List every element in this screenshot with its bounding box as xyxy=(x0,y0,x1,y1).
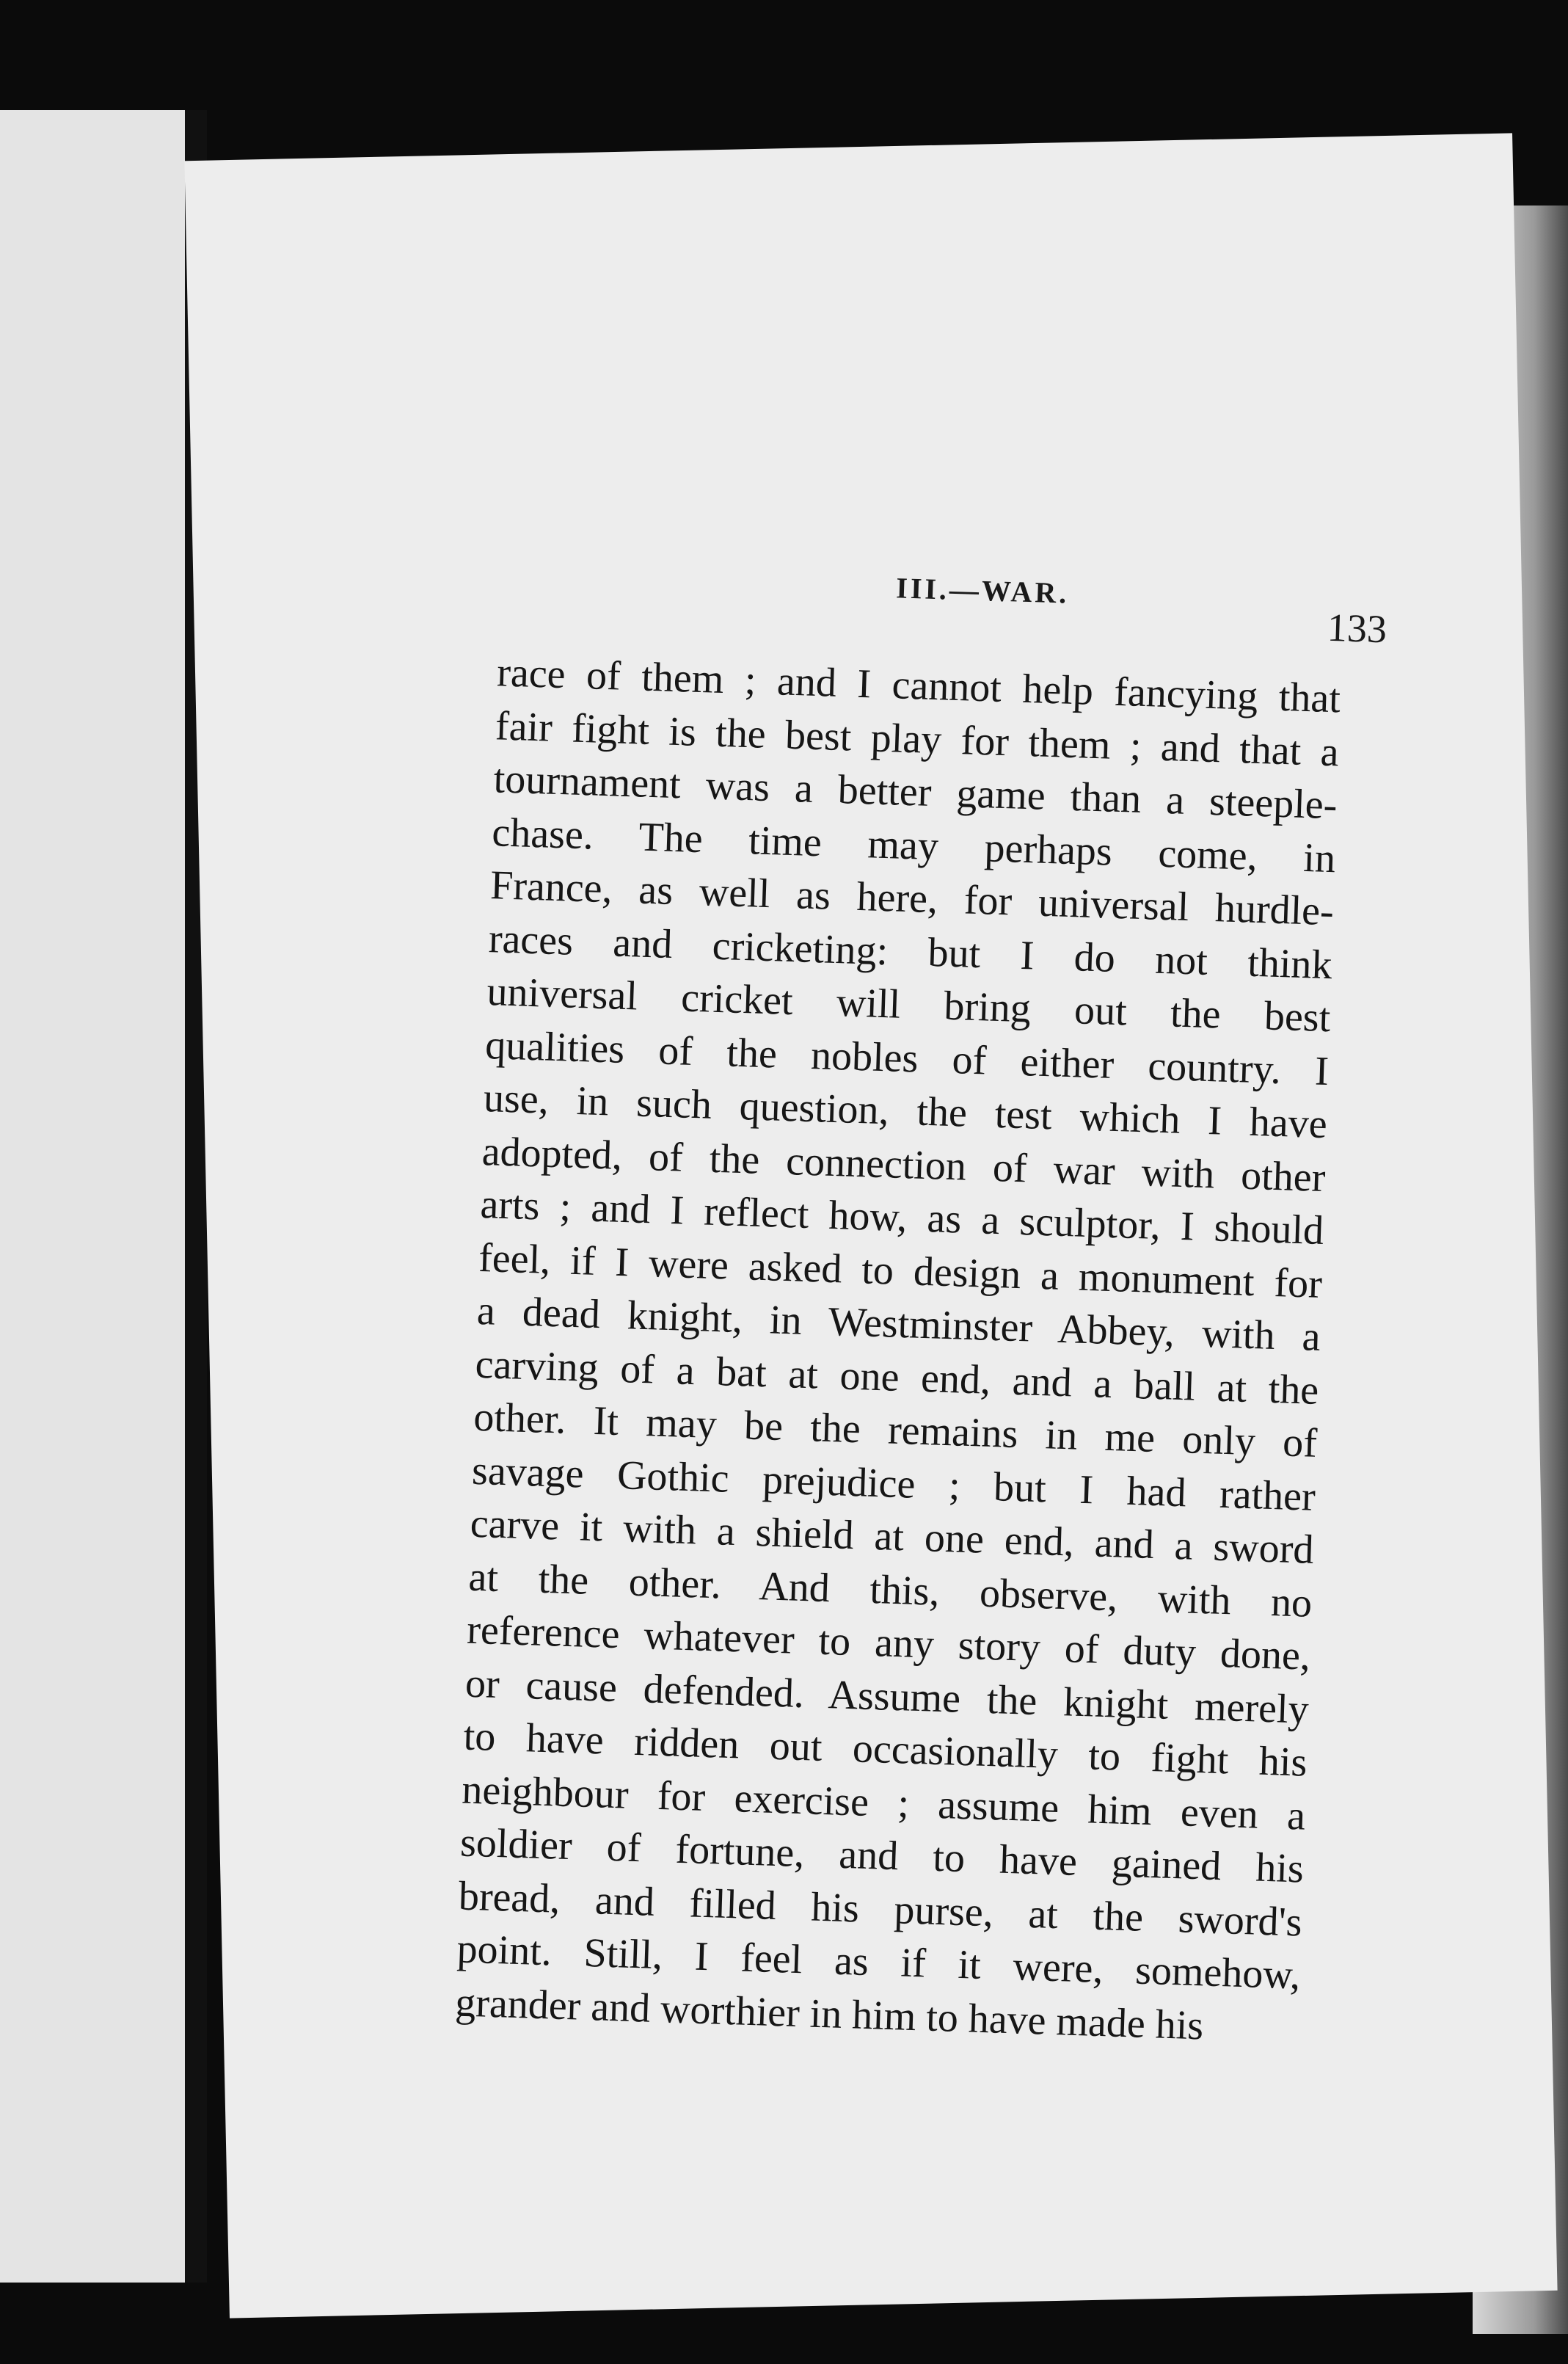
text-line: other. It may be the remains in me only of xyxy=(473,1394,1318,1466)
page-text-block xyxy=(454,550,1410,2057)
text-line: a dead knight, in Westminster Abbey, with a xyxy=(476,1287,1321,1360)
text-line: race of them ; and I cannot help fancying that xyxy=(496,650,1341,722)
body-text xyxy=(454,646,1407,2057)
text-line: carve it with a shield at one end, and a sword xyxy=(470,1500,1315,1573)
text-line: feel, if I were asked to design a monument for xyxy=(478,1234,1323,1307)
text-line: qualities of the nobles of either country. I xyxy=(484,1022,1330,1094)
text-line: fair fight is the best play for them ; and that a xyxy=(495,702,1340,775)
text-line: arts ; and I reflect how, as a sculptor, I should xyxy=(479,1181,1325,1254)
book-page xyxy=(184,133,1557,2318)
text-line: adopted, of the connection of war with other xyxy=(481,1128,1327,1201)
text-line: use, in such question, the test which I have xyxy=(483,1075,1328,1148)
text-line: point. Still, I feel as if it were, somehow, xyxy=(456,1926,1302,1999)
text-line: at the other. And this, observe, with no xyxy=(467,1554,1313,1626)
running-title: III.—WAR. xyxy=(895,571,1070,610)
text-line: savage Gothic prejudice ; but I had rather xyxy=(471,1447,1316,1520)
text-line: carving of a bat at one end, and a ball at the xyxy=(474,1341,1320,1414)
left-page-edge xyxy=(0,110,185,2283)
text-line: grander and worthier in him to have made his xyxy=(454,1979,1205,2048)
text-line: races and cricketing: but I do not think xyxy=(488,915,1333,988)
page-number: 133 xyxy=(1326,605,1388,652)
text-line: universal cricket will bring out the best xyxy=(486,969,1332,1041)
text-line: chase. The time may perhaps come, in xyxy=(491,809,1336,881)
text-line: France, as well as here, for universal hurdle- xyxy=(489,862,1335,935)
text-line: to have ridden out occasionally to fight his xyxy=(462,1713,1308,1786)
text-line: neighbour for exercise ; assume him even a xyxy=(461,1767,1306,1839)
text-line: bread, and filled his purse, at the sword's xyxy=(458,1872,1303,1946)
text-line: tournament was a better game than a steeple- xyxy=(492,756,1338,829)
text-line: soldier of fortune, and to have gained his xyxy=(459,1819,1305,1892)
text-line: or cause defended. Assume the knight merely xyxy=(464,1660,1310,1733)
text-line: reference whatever to any story of duty done, xyxy=(466,1607,1311,1679)
